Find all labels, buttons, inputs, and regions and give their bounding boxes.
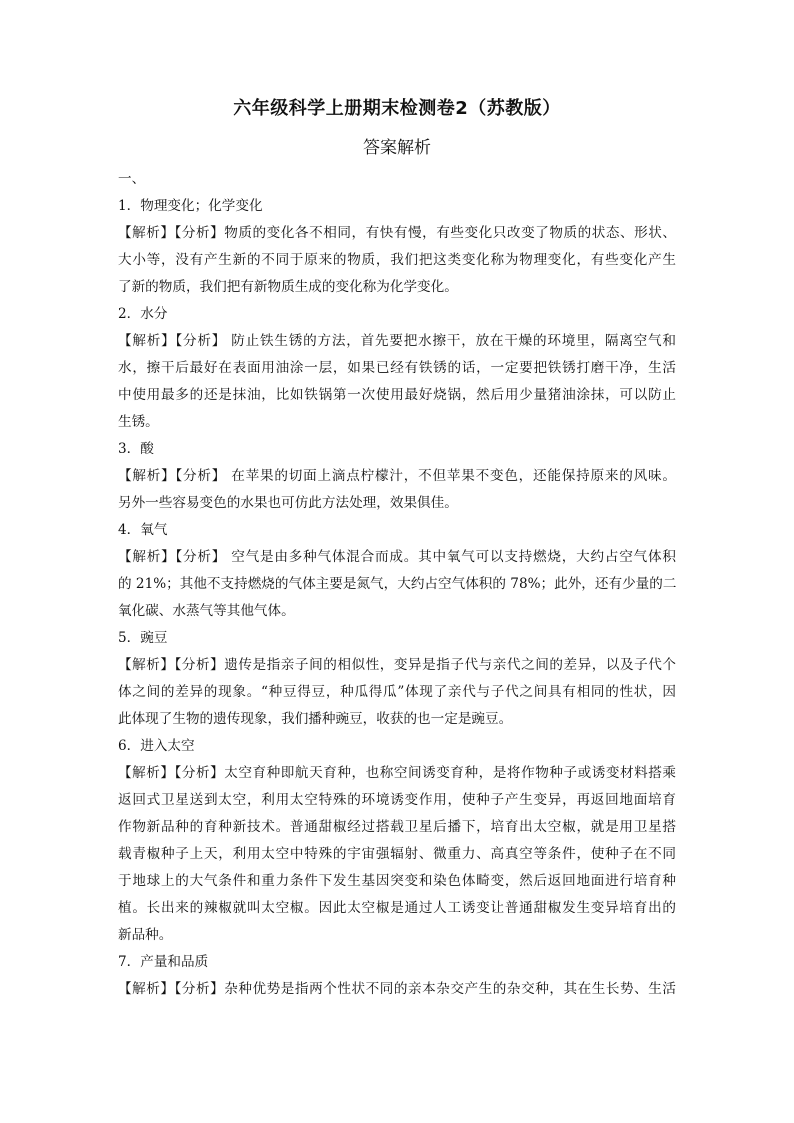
explanation-line: 新品种。 xyxy=(118,927,173,943)
answer-item xyxy=(118,193,676,301)
page-subtitle: 答案解析 xyxy=(363,138,431,158)
explanation-line: 【解析】【分析】 防止铁生锈的方法，首先要把水擦干，放在干燥的环境里，隔离空气和 xyxy=(118,333,676,349)
explanation-line: 【解析】【分析】物质的变化各不相同，有快有慢，有些变化只改变了物质的状态、形状、 xyxy=(118,225,676,241)
answer-item xyxy=(118,625,676,733)
explanation-line: 中使用最多的还是抹油，比如铁锅第一次使用最好烧锅，然后用少量猪油涂抹，可以防止 xyxy=(118,387,676,403)
answer-heading: 3．酸 xyxy=(118,441,154,457)
answer-heading: 1．物理变化；化学变化 xyxy=(118,198,263,214)
explanation-line: 【解析】【分析】遗传是指亲子间的相似性，变异是指子代与亲代之间的差异，以及子代个 xyxy=(118,657,676,673)
answer-heading: 4．氧气 xyxy=(118,522,168,538)
answer-item xyxy=(118,733,676,949)
answer-item xyxy=(118,949,676,1003)
explanation-line: 此体现了生物的遗传现象，我们播种豌豆，收获的也一定是豌豆。 xyxy=(118,711,513,727)
explanation-line: 于地球上的大气条件和重力条件下发生基因突变和染色体畸变，然后返回地面进行培育种 xyxy=(118,873,676,889)
section-label: 一、 xyxy=(118,171,146,187)
explanation-line: 的 21%；其他不支持燃烧的气体主要是氮气，大约占空气体积的 78%；此外，还有少量的二 xyxy=(118,576,676,592)
explanation-line: 载青椒种子上天，利用太空中特殊的宇宙强辐射、微重力、高真空等条件，使种子在不同 xyxy=(118,846,676,862)
answer-heading: 5．豌豆 xyxy=(118,630,168,646)
answer-content xyxy=(118,166,676,1003)
answer-heading: 7．产量和品质 xyxy=(118,954,209,970)
explanation-line: 大小等，没有产生新的不同于原来的物质，我们把这类变化称为物理变化，有些变化产生 xyxy=(118,252,676,268)
answer-heading: 2．水分 xyxy=(118,306,168,322)
explanation-line: 【解析】【分析】太空育种即航天育种，也称空间诱变育种，是将作物种子或诱变材料搭乘 xyxy=(118,765,676,781)
explanation-line: 生锈。 xyxy=(118,414,159,430)
answer-item xyxy=(118,517,676,625)
answer-item xyxy=(118,436,676,517)
page-title: 六年级科学上册期末检测卷2（苏教版） xyxy=(233,98,561,119)
explanation-line: 【解析】【分析】杂种优势是指两个性状不同的亲本杂交产生的杂交种，其在生长势、生活 xyxy=(118,981,676,997)
explanation-line: 返回式卫星送到太空，利用太空特殊的环境诱变作用，使种子产生变异，再返回地面培育 xyxy=(118,792,676,808)
explanation-line: 【解析】【分析】 空气是由多种气体混合而成。其中氧气可以支持燃烧，大约占空气体积 xyxy=(118,549,676,565)
explanation-line: 体之间的差异的现象。“种豆得豆，种瓜得瓜”体现了亲代与子代之间具有相同的性状，因 xyxy=(118,684,676,700)
explanation-line: 【解析】【分析】 在苹果的切面上滴点柠檬汁，不但苹果不变色，还能保持原来的风味。 xyxy=(118,468,676,484)
explanation-line: 另外一些容易变色的水果也可仿此方法处理，效果俱佳。 xyxy=(118,495,458,511)
explanation-line: 水，擦干后最好在表面用油涂一层，如果已经有铁锈的话，一定要把铁锈打磨干净，生活 xyxy=(118,360,676,376)
explanation-line: 了新的物质，我们把有新物质生成的变化称为化学变化。 xyxy=(118,279,458,295)
answer-item xyxy=(118,301,676,436)
explanation-line: 植。长出来的辣椒就叫太空椒。因此太空椒是通过人工诱变让普通甜椒发生变异培育出的 xyxy=(118,900,676,916)
explanation-line: 作物新品种的育种新技术。普通甜椒经过搭载卫星后播下，培育出太空椒，就是用卫星搭 xyxy=(118,819,676,835)
explanation-line: 氧化碳、水蒸气等其他气体。 xyxy=(118,603,295,619)
answer-heading: 6．进入太空 xyxy=(118,738,195,754)
